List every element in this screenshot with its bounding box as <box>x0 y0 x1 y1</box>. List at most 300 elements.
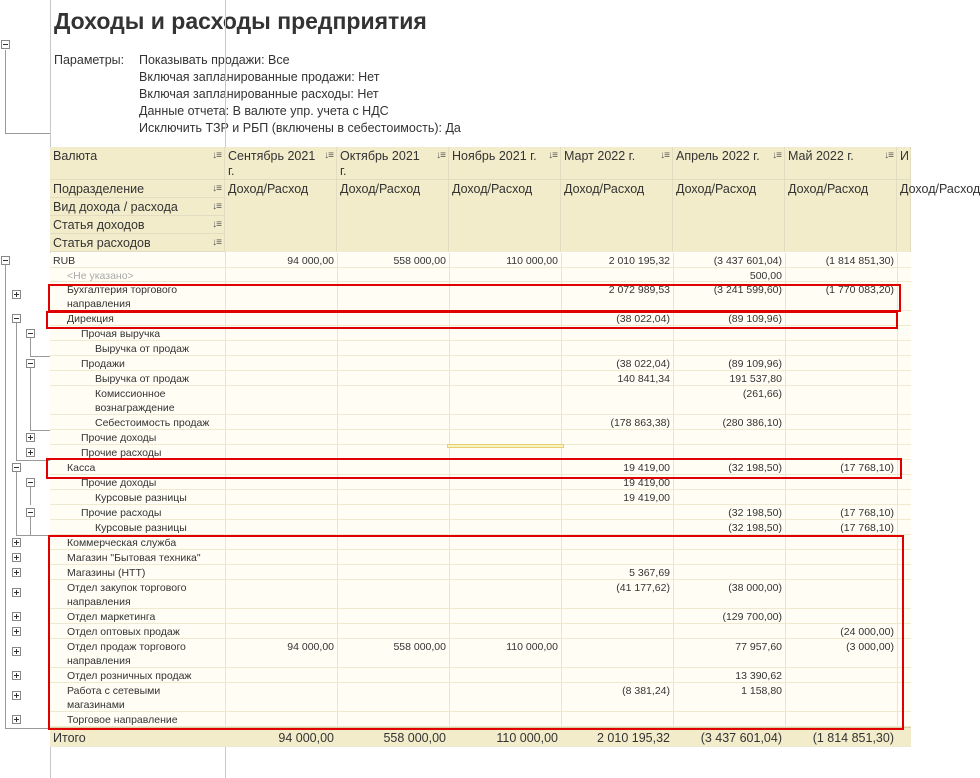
column-divider <box>897 639 898 667</box>
expand-icon[interactable] <box>12 612 21 621</box>
header-group-label: Статья расходов <box>53 236 151 250</box>
table-row[interactable] <box>50 565 911 580</box>
column-divider <box>225 475 226 489</box>
row-value: 140 841,34 <box>617 373 670 385</box>
row-name: Работа с сетевыми магазинами <box>67 685 161 711</box>
column-divider <box>449 386 450 414</box>
header-group-label: Статья доходов <box>53 218 145 232</box>
column-divider <box>225 535 226 549</box>
column-divider <box>337 356 338 370</box>
column-divider <box>561 386 562 414</box>
collapse-icon[interactable] <box>12 314 21 323</box>
row-value: (129 700,00) <box>722 611 782 623</box>
column-divider <box>897 624 898 638</box>
row-value: (32 198,50) <box>728 507 782 519</box>
table-row[interactable] <box>50 505 911 520</box>
row-value: 558 000,00 <box>393 255 446 267</box>
row-name: Коммерческая служба <box>67 537 177 549</box>
table-row[interactable] <box>50 550 911 565</box>
column-divider <box>673 624 674 638</box>
column-divider <box>561 326 562 340</box>
sort-arrows-icon[interactable]: ↓≡ <box>212 237 221 248</box>
column-divider <box>225 341 226 355</box>
expand-icon[interactable] <box>12 588 21 597</box>
column-divider <box>561 341 562 355</box>
total-value: 558 000,00 <box>383 731 446 745</box>
expand-icon[interactable] <box>12 691 21 700</box>
table-row[interactable] <box>50 490 911 505</box>
header-month-cell[interactable] <box>449 147 561 180</box>
row-value: (1 814 851,30) <box>825 255 894 267</box>
param-line: Показывать продажи: Все <box>139 53 290 67</box>
column-divider <box>897 490 898 504</box>
params-group-line-end <box>5 133 50 134</box>
column-divider <box>225 311 226 325</box>
row-name: Прочие доходы <box>81 432 157 444</box>
column-divider <box>337 371 338 385</box>
header-subheader-cell[interactable] <box>673 180 785 252</box>
column-divider <box>897 326 898 340</box>
expand-icon[interactable] <box>12 627 21 636</box>
total-value: (3 437 601,04) <box>700 731 782 745</box>
column-divider <box>337 445 338 459</box>
row-value: 2 072 989,53 <box>608 284 670 296</box>
header-subheader-label: Доход/Расход <box>228 182 309 196</box>
column-divider <box>225 520 226 534</box>
column-divider <box>673 475 674 489</box>
column-divider <box>561 268 562 281</box>
tree-line <box>16 323 17 460</box>
row-name: Курсовые разницы <box>95 492 187 504</box>
row-value: (178 863,38) <box>610 417 670 429</box>
row-name: Отдел закупок торгового направления <box>67 582 187 608</box>
column-divider <box>337 341 338 355</box>
header-subheader-label: Доход/Расход <box>564 182 645 196</box>
column-divider <box>897 268 898 281</box>
row-value: (8 381,24) <box>622 685 670 697</box>
row-name: Себестоимость продаж <box>95 417 210 429</box>
row-name: Отдел оптовых продаж <box>67 626 180 638</box>
sort-arrows-icon[interactable]: ↓≡ <box>212 150 221 161</box>
column-divider <box>785 371 786 385</box>
header-group-cell[interactable] <box>50 147 225 180</box>
column-divider <box>561 624 562 638</box>
column-divider <box>785 712 786 726</box>
collapse-icon[interactable] <box>26 359 35 368</box>
sort-arrows-icon[interactable]: ↓≡ <box>324 150 333 161</box>
table-row[interactable] <box>50 460 911 475</box>
column-divider <box>449 668 450 682</box>
column-divider <box>337 415 338 429</box>
expand-icon[interactable] <box>12 290 21 299</box>
header-group-cell[interactable] <box>50 216 225 234</box>
table-row[interactable] <box>50 430 911 445</box>
row-name: Прочая выручка <box>81 328 161 340</box>
table-row[interactable] <box>50 253 911 268</box>
column-divider <box>785 668 786 682</box>
table-row[interactable] <box>50 609 911 624</box>
row-value: 19 419,00 <box>623 477 670 489</box>
tree-line <box>5 265 6 728</box>
row-value: 191 537,80 <box>729 373 782 385</box>
column-divider <box>337 712 338 726</box>
row-name: Отдел продаж торгового направления <box>67 641 186 667</box>
row-value: 19 419,00 <box>623 462 670 474</box>
column-divider <box>561 535 562 549</box>
header-subheader-cell[interactable] <box>449 180 561 252</box>
column-divider <box>897 445 898 459</box>
header-month-label: И <box>900 149 909 163</box>
column-divider <box>449 460 450 474</box>
header-month-cell[interactable] <box>785 147 897 180</box>
row-name: Отдел маркетинга <box>67 611 156 623</box>
report-title: Доходы и расходы предприятия <box>54 8 427 34</box>
collapse-icon[interactable] <box>26 508 35 517</box>
row-value: (3 437 601,04) <box>713 255 782 267</box>
row-value: 94 000,00 <box>287 641 334 653</box>
column-divider <box>337 311 338 325</box>
header-group-label: Валюта <box>53 149 98 163</box>
header-subheader-cell[interactable] <box>897 180 980 252</box>
header-month-cell[interactable] <box>561 147 673 180</box>
sort-arrows-icon[interactable]: ↓≡ <box>772 150 781 161</box>
table-row[interactable] <box>50 415 911 430</box>
params-label: Параметры: <box>54 53 125 67</box>
column-divider <box>673 445 674 459</box>
row-value: (41 177,62) <box>616 582 670 594</box>
column-divider <box>337 609 338 623</box>
column-divider <box>785 683 786 711</box>
column-divider <box>561 505 562 519</box>
row-value: (17 768,10) <box>840 462 894 474</box>
column-divider <box>897 505 898 519</box>
column-divider <box>449 475 450 489</box>
row-value: (280 386,10) <box>722 417 782 429</box>
header-month-cell[interactable] <box>673 147 785 180</box>
column-divider <box>449 341 450 355</box>
header-month-label: Ноябрь 2021 г. <box>452 149 537 163</box>
column-divider <box>337 550 338 564</box>
column-divider <box>225 550 226 564</box>
column-divider <box>897 712 898 726</box>
expand-icon[interactable] <box>12 715 21 724</box>
column-divider <box>897 282 898 310</box>
tree-line <box>30 487 31 505</box>
column-divider <box>449 326 450 340</box>
column-divider <box>449 415 450 429</box>
header-group-cell[interactable] <box>50 234 225 252</box>
row-value: 94 000,00 <box>287 255 334 267</box>
row-value: (38 022,04) <box>616 313 670 325</box>
column-divider <box>225 430 226 444</box>
column-divider <box>785 490 786 504</box>
tree-line <box>5 728 50 729</box>
column-divider <box>225 624 226 638</box>
column-divider <box>897 311 898 325</box>
column-divider <box>337 668 338 682</box>
column-divider <box>225 268 226 281</box>
header-month-label: Октябрь 2021 г. <box>340 149 420 178</box>
column-divider <box>225 505 226 519</box>
column-divider <box>449 535 450 549</box>
row-value: (17 768,10) <box>840 507 894 519</box>
table-row[interactable] <box>50 268 911 282</box>
sort-arrows-icon[interactable]: ↓≡ <box>548 150 557 161</box>
column-divider <box>785 550 786 564</box>
row-value: 19 419,00 <box>623 492 670 504</box>
table-row[interactable] <box>50 371 911 386</box>
column-divider <box>897 565 898 579</box>
header-subheader-cell[interactable] <box>337 180 449 252</box>
row-value: (3 241 599,60) <box>713 284 782 296</box>
column-divider <box>785 356 786 370</box>
row-value: 1 158,80 <box>741 685 782 697</box>
table-row[interactable] <box>50 624 911 639</box>
column-divider <box>785 341 786 355</box>
expand-icon[interactable] <box>26 448 35 457</box>
column-divider <box>785 609 786 623</box>
row-name: Дирекция <box>67 313 114 325</box>
sort-arrows-icon[interactable]: ↓≡ <box>436 150 445 161</box>
column-divider <box>785 580 786 608</box>
column-divider <box>225 371 226 385</box>
column-divider <box>673 565 674 579</box>
tree-line <box>16 535 50 536</box>
column-divider <box>673 550 674 564</box>
table-row[interactable] <box>50 475 911 490</box>
column-divider <box>337 490 338 504</box>
column-divider <box>449 550 450 564</box>
header-subheader-label: Доход/Расход <box>788 182 869 196</box>
table-row[interactable] <box>50 356 911 371</box>
column-divider <box>897 668 898 682</box>
table-row[interactable] <box>50 326 911 341</box>
column-divider <box>337 624 338 638</box>
expand-icon[interactable] <box>12 647 21 656</box>
tree-line <box>16 472 17 535</box>
column-divider <box>897 535 898 549</box>
total-label: Итого <box>53 731 86 745</box>
total-value: 110 000,00 <box>496 731 558 745</box>
column-divider <box>673 490 674 504</box>
column-divider <box>449 712 450 726</box>
header-subheader-label: Доход/Расход <box>676 182 757 196</box>
header-subheader-label: Доход/Расход <box>340 182 421 196</box>
column-divider <box>449 609 450 623</box>
row-value: 500,00 <box>749 270 782 282</box>
header-group-label: Подразделение <box>53 182 145 196</box>
column-divider <box>225 386 226 414</box>
row-name: Прочие расходы <box>81 447 162 459</box>
header-month-cell[interactable] <box>225 147 337 180</box>
sort-arrows-icon[interactable]: ↓≡ <box>212 183 221 194</box>
table-row[interactable] <box>50 341 911 356</box>
selected-cell-marker[interactable] <box>447 444 564 448</box>
tree-line <box>30 517 31 535</box>
column-divider <box>449 565 450 579</box>
header-month-label: Май 2022 г. <box>788 149 854 163</box>
column-divider <box>561 520 562 534</box>
column-divider <box>337 386 338 414</box>
table-row[interactable] <box>50 520 911 535</box>
expand-icon[interactable] <box>26 433 35 442</box>
header-month-label: Март 2022 г. <box>564 149 636 163</box>
row-name: Прочие расходы <box>81 507 162 519</box>
column-divider <box>225 460 226 474</box>
row-value: 2 010 195,32 <box>608 255 670 267</box>
param-line: Данные отчета: В валюте упр. учета с НДС <box>139 104 389 118</box>
column-divider <box>561 430 562 444</box>
table-row[interactable] <box>50 311 911 326</box>
collapse-icon[interactable] <box>1 256 10 265</box>
column-divider <box>337 535 338 549</box>
column-divider <box>225 565 226 579</box>
column-divider <box>785 268 786 281</box>
column-divider <box>225 356 226 370</box>
column-divider <box>561 712 562 726</box>
column-divider <box>785 475 786 489</box>
column-divider <box>337 268 338 281</box>
row-name: Бухгалтерия торгового направления <box>67 284 178 310</box>
table-row[interactable] <box>50 386 911 415</box>
column-divider <box>337 430 338 444</box>
column-divider <box>897 683 898 711</box>
header-month-cell[interactable] <box>897 147 911 180</box>
table-row[interactable] <box>50 580 911 609</box>
column-divider <box>785 326 786 340</box>
expand-icon[interactable] <box>12 538 21 547</box>
column-divider <box>561 639 562 667</box>
row-name: Курсовые разницы <box>95 522 187 534</box>
collapse-icon[interactable] <box>12 463 21 472</box>
row-value: (89 109,96) <box>728 358 782 370</box>
param-line: Исключить ТЗР и РБП (включены в себестоимость): Да <box>139 121 461 135</box>
total-value: 2 010 195,32 <box>597 731 670 745</box>
total-value: (1 814 851,30) <box>812 731 894 745</box>
table-row[interactable] <box>50 683 911 712</box>
expand-icon[interactable] <box>12 568 21 577</box>
column-divider <box>897 415 898 429</box>
column-divider <box>449 311 450 325</box>
column-divider <box>449 268 450 281</box>
column-divider <box>897 430 898 444</box>
column-divider <box>449 430 450 444</box>
column-divider <box>225 683 226 711</box>
sort-arrows-icon[interactable]: ↓≡ <box>660 150 669 161</box>
row-name: Магазины (НТТ) <box>67 567 146 579</box>
column-divider <box>897 386 898 414</box>
column-divider <box>337 505 338 519</box>
row-name: Магазин "Бытовая техника" <box>67 552 201 564</box>
column-divider <box>897 341 898 355</box>
header-group-cell[interactable] <box>50 198 225 216</box>
column-divider <box>449 282 450 310</box>
column-divider <box>337 460 338 474</box>
row-name: Торговое направление <box>67 714 178 726</box>
row-value: 5 367,69 <box>629 567 670 579</box>
column-divider <box>449 505 450 519</box>
column-divider <box>785 386 786 414</box>
row-name: Комиссионное вознаграждение <box>95 388 175 414</box>
row-value: (261,66) <box>742 388 782 400</box>
row-name: Прочие доходы <box>81 477 157 489</box>
expand-icon[interactable] <box>12 553 21 562</box>
tree-line <box>16 460 50 461</box>
table-row[interactable] <box>50 639 911 668</box>
column-divider <box>673 430 674 444</box>
column-divider <box>225 326 226 340</box>
sort-arrows-icon[interactable]: ↓≡ <box>212 219 221 230</box>
column-divider <box>337 683 338 711</box>
row-name: Выручка от продаж <box>95 373 190 385</box>
sort-arrows-icon[interactable]: ↓≡ <box>884 150 893 161</box>
collapse-params-icon[interactable] <box>1 40 10 49</box>
column-divider <box>897 460 898 474</box>
param-line: Включая запланированные расходы: Нет <box>139 87 379 101</box>
column-divider <box>673 535 674 549</box>
column-divider <box>785 535 786 549</box>
sort-arrows-icon[interactable]: ↓≡ <box>212 201 221 212</box>
column-divider <box>897 609 898 623</box>
table-row[interactable] <box>50 712 911 727</box>
row-value: (38 000,00) <box>728 582 782 594</box>
row-value: 13 390,62 <box>735 670 782 682</box>
params-group-line <box>5 50 6 133</box>
collapse-icon[interactable] <box>26 329 35 338</box>
table-row[interactable] <box>50 668 911 683</box>
header-group-cell[interactable] <box>50 180 225 198</box>
column-divider <box>785 415 786 429</box>
column-divider <box>897 475 898 489</box>
column-divider <box>337 326 338 340</box>
column-divider <box>225 668 226 682</box>
column-divider <box>673 712 674 726</box>
expand-icon[interactable] <box>12 671 21 680</box>
row-name: <Не указано> <box>67 270 134 282</box>
row-value: (32 198,50) <box>728 462 782 474</box>
column-divider <box>785 565 786 579</box>
row-name: Касса <box>67 462 96 474</box>
header-subheader-cell[interactable] <box>225 180 337 252</box>
header-subheader-label: Доход/Расход <box>900 182 980 196</box>
row-name: Отдел розничных продаж <box>67 670 192 682</box>
header-month-cell[interactable] <box>337 147 449 180</box>
column-divider <box>225 415 226 429</box>
row-value: (38 022,04) <box>616 358 670 370</box>
total-row[interactable] <box>50 727 911 747</box>
column-divider <box>449 371 450 385</box>
header-subheader-cell[interactable] <box>785 180 897 252</box>
header-group-label: Вид дохода / расхода <box>53 200 178 214</box>
collapse-icon[interactable] <box>26 478 35 487</box>
row-name: Продажи <box>81 358 125 370</box>
row-value: (17 768,10) <box>840 522 894 534</box>
row-value: 558 000,00 <box>393 641 446 653</box>
column-divider <box>897 520 898 534</box>
header-subheader-cell[interactable] <box>561 180 673 252</box>
column-divider <box>337 580 338 608</box>
column-divider <box>897 371 898 385</box>
header-month-label: Апрель 2022 г. <box>676 149 760 163</box>
column-divider <box>561 609 562 623</box>
column-divider <box>337 520 338 534</box>
total-value: 94 000,00 <box>278 731 334 745</box>
table-row[interactable] <box>50 282 911 311</box>
column-divider <box>897 253 898 267</box>
column-divider <box>225 609 226 623</box>
table-row[interactable] <box>50 535 911 550</box>
header-subheader-label: Доход/Расход <box>452 182 533 196</box>
